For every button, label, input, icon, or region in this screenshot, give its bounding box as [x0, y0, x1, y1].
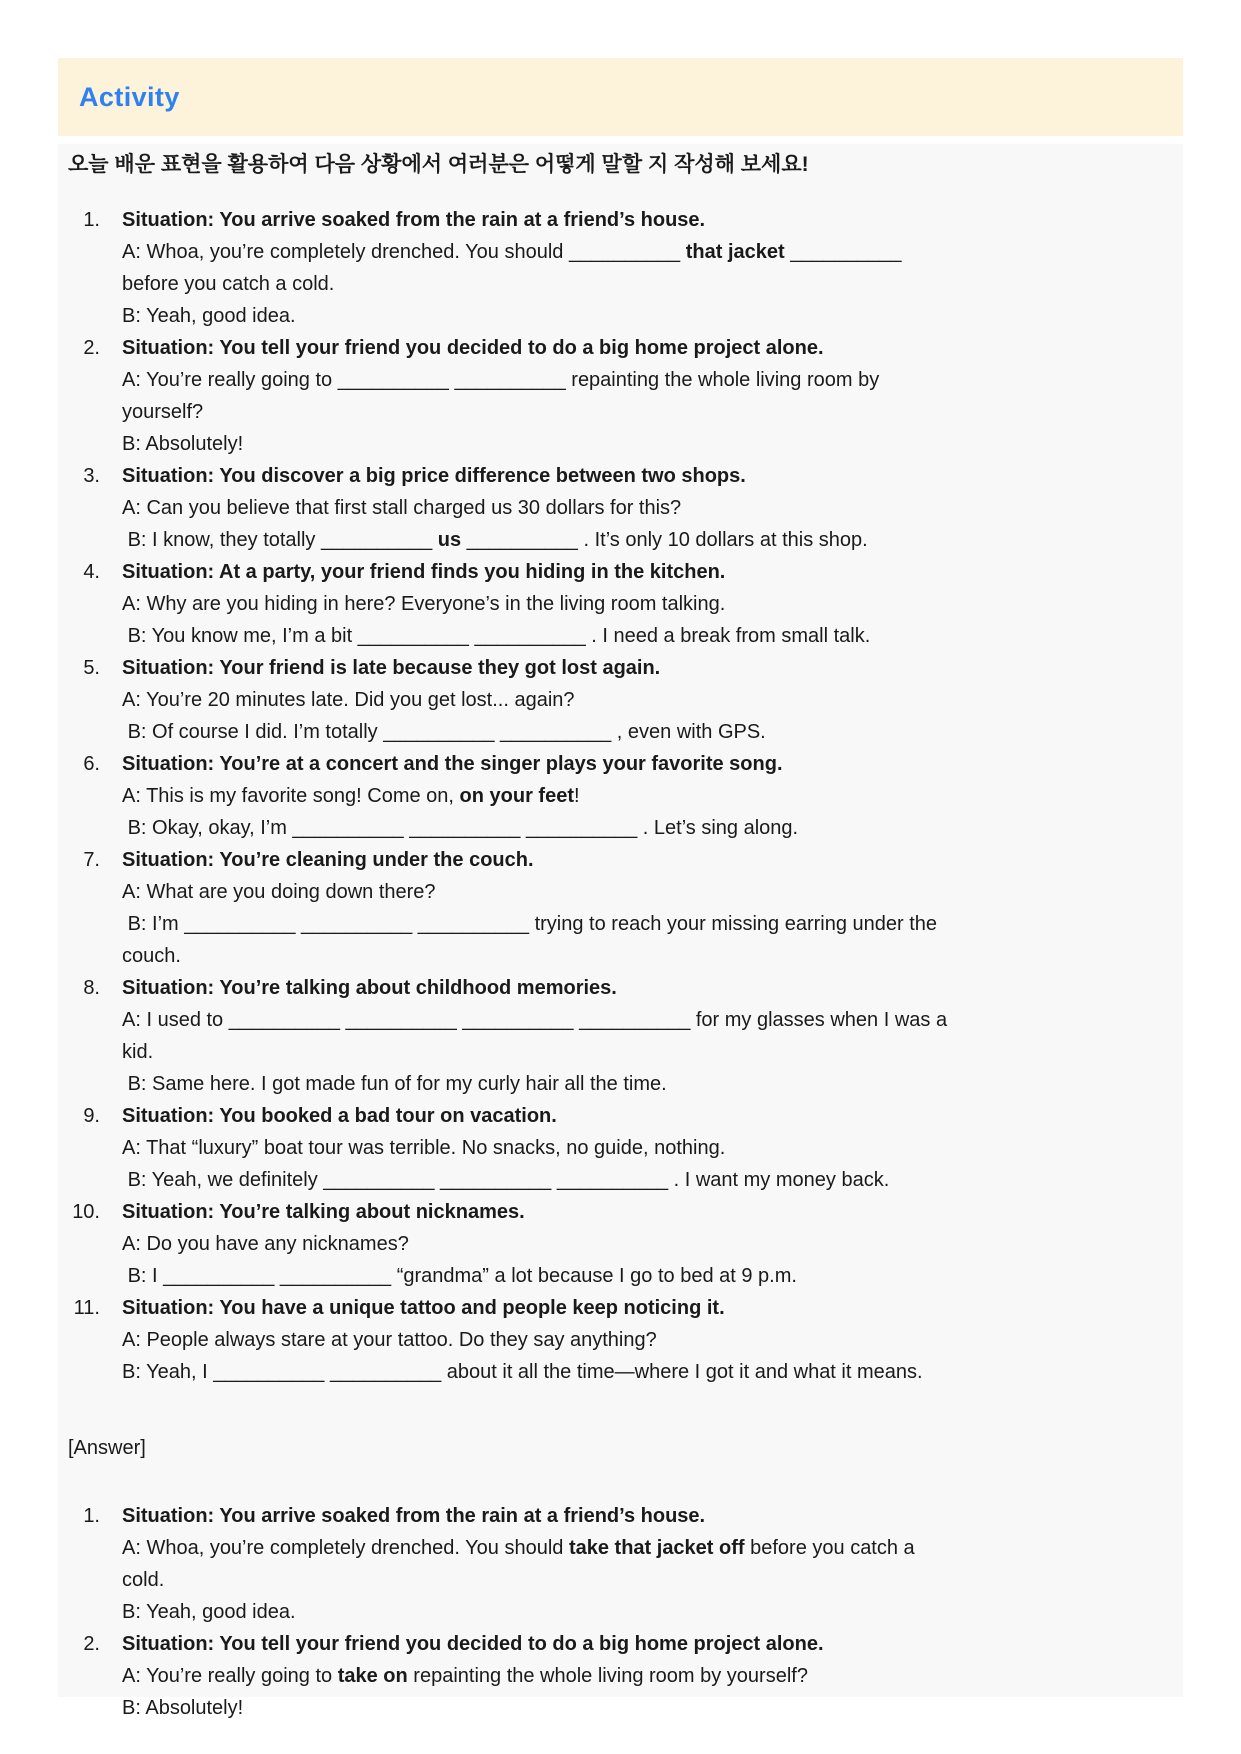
situation-line: Situation: At a party, your friend finds you hiding in the kitchen. [122, 561, 726, 583]
item-number: 2. [83, 1633, 100, 1655]
text-segment: A: You’re really going to [122, 1665, 338, 1687]
activity-header [58, 58, 1183, 136]
item-number: 7. [83, 849, 100, 871]
answer-list [68, 1500, 1163, 1724]
dialogue-line [122, 876, 937, 908]
dialogue-line [122, 236, 901, 268]
item-content [122, 1100, 889, 1196]
question-item [68, 332, 1163, 460]
situation-line: Situation: You’re talking about childhood memories. [122, 977, 617, 999]
dialogue-line [122, 716, 766, 748]
dialogue-line [122, 300, 901, 332]
item-number: 4. [83, 561, 100, 583]
text-segment: A: Can you believe that first stall charged us 30 dollars for this? [122, 497, 682, 519]
dialogue-line [122, 684, 766, 716]
item-content [122, 1500, 915, 1628]
question-item [68, 972, 1163, 1100]
dialogue-line [122, 492, 868, 524]
answer-section-label: [Answer] [68, 1437, 146, 1459]
text-segment: A: People always stare at your tattoo. Do they say anything? [122, 1329, 657, 1351]
text-segment: A: Why are you hiding in here? Everyone’s in the living room talking. [122, 593, 726, 615]
situation-line: Situation: You’re talking about nicknames. [122, 1201, 525, 1223]
text-segment: B: I __________ __________ “grandma” a lot because I go to bed at 9 p.m. [122, 1265, 797, 1287]
dialogue-line [122, 524, 868, 556]
dialogue-line [122, 908, 937, 940]
answer-item [68, 1500, 1163, 1628]
item-content [122, 556, 870, 652]
dialogue-line [122, 268, 901, 300]
text-segment: cold. [122, 1569, 165, 1591]
dialogue-line [122, 364, 879, 396]
question-item [68, 1100, 1163, 1196]
question-item [68, 460, 1163, 556]
text-segment: B: Same here. I got made fun of for my curly hair all the time. [122, 1073, 667, 1095]
text-segment: A: You’re 20 minutes late. Did you get lost... again? [122, 689, 575, 711]
dialogue-line [122, 1132, 889, 1164]
dialogue-line [122, 1564, 915, 1596]
situation-line: Situation: You’re at a concert and the singer plays your favorite song. [122, 753, 783, 775]
item-content [122, 204, 901, 332]
answer-item [68, 1628, 1163, 1724]
text-segment: A: You’re really going to __________ __________ repainting the whole living room by [122, 369, 880, 391]
item-content [122, 332, 879, 460]
dialogue-line [122, 812, 798, 844]
item-content [122, 1196, 797, 1292]
item-number: 2. [83, 337, 100, 359]
text-segment: B: Okay, okay, I’m __________ __________ __________ . Let’s sing along. [122, 817, 799, 839]
dialogue-line [122, 620, 870, 652]
text-segment: B: Yeah, good idea. [122, 305, 296, 327]
content-panel [58, 144, 1183, 1719]
text-segment: A: What are you doing down there? [122, 881, 436, 903]
text-segment: repainting the whole living room by yourself? [407, 1665, 808, 1687]
text-segment: A: That “luxury” boat tour was terrible. No snacks, no guide, nothing. [122, 1137, 726, 1159]
dialogue-line [122, 1004, 947, 1036]
question-item [68, 652, 1163, 748]
text-segment: B: Absolutely! [122, 1697, 244, 1719]
question-list [68, 204, 1163, 1388]
dialogue-line [122, 1068, 947, 1100]
situation-line: Situation: You arrive soaked from the rain at a friend’s house. [122, 1505, 706, 1527]
text-segment: B: You know me, I’m a bit __________ __________ . I need a break from small talk. [122, 625, 871, 647]
text-segment: B: Of course I did. I’m totally __________ __________ , even with GPS. [122, 721, 766, 743]
text-segment: B: Yeah, we definitely __________ __________ __________ . I want my money back. [122, 1169, 890, 1191]
question-item [68, 204, 1163, 332]
question-item [68, 556, 1163, 652]
text-segment: A: This is my favorite song! Come on, [122, 785, 460, 807]
item-content [122, 748, 798, 844]
situation-line: Situation: Your friend is late because they got lost again. [122, 657, 661, 679]
item-number: 1. [83, 1505, 100, 1527]
situation-line: Situation: You discover a big price difference between two shops. [122, 465, 746, 487]
text-segment: before you catch a [744, 1537, 915, 1559]
text-segment: yourself? [122, 401, 204, 423]
text-segment: B: I know, they totally __________ [122, 529, 438, 551]
text-segment: A: I used to __________ __________ __________ __________ for my glasses when I was a [122, 1009, 948, 1031]
dialogue-line [122, 1164, 889, 1196]
item-number: 3. [83, 465, 100, 487]
dialogue-line [122, 1356, 923, 1388]
item-number: 6. [83, 753, 100, 775]
item-number: 8. [83, 977, 100, 999]
bold-text-segment: take that jacket off [568, 1537, 745, 1559]
dialogue-line [122, 1324, 923, 1356]
dialogue-line [122, 940, 937, 972]
text-segment: __________ . It’s only 10 dollars at this shop. [461, 529, 868, 551]
text-segment: B: Yeah, good idea. [122, 1601, 296, 1623]
item-content [122, 460, 868, 556]
situation-line: Situation: You arrive soaked from the rain at a friend’s house. [122, 209, 706, 231]
bold-text-segment: take on [337, 1665, 408, 1687]
dialogue-line [122, 1532, 915, 1564]
dialogue-line [122, 1036, 947, 1068]
dialogue-line [122, 1228, 797, 1260]
bold-text-segment: us [437, 529, 462, 551]
question-item [68, 1196, 1163, 1292]
item-content [122, 1628, 824, 1724]
item-content [122, 1292, 923, 1388]
item-content [122, 844, 937, 972]
question-item [68, 748, 1163, 844]
situation-line: Situation: You booked a bad tour on vacation. [122, 1105, 557, 1127]
item-number: 1. [83, 209, 100, 231]
dialogue-line [122, 1260, 797, 1292]
text-segment: A: Whoa, you’re completely drenched. You should [122, 1537, 569, 1559]
text-segment: B: I’m __________ __________ __________ trying to reach your missing earring under the [122, 913, 938, 935]
text-segment: kid. [122, 1041, 154, 1063]
text-segment: ! [574, 785, 580, 807]
question-item [68, 1292, 1163, 1388]
question-item [68, 844, 1163, 972]
situation-line: Situation: You’re cleaning under the couch. [122, 849, 534, 871]
bold-text-segment: that jacket [685, 241, 785, 263]
text-segment: couch. [122, 945, 181, 967]
instruction-text: 오늘 배운 표현을 활용하여 다음 상황에서 여러분은 어떻게 말할 지 작성해 보세요! [68, 153, 809, 176]
text-segment: B: Yeah, I __________ __________ about it all the time—where I got it and what it means. [122, 1361, 923, 1383]
situation-line: Situation: You have a unique tattoo and people keep noticing it. [122, 1297, 725, 1319]
situation-line: Situation: You tell your friend you decided to do a big home project alone. [122, 337, 824, 359]
text-segment: B: Absolutely! [122, 433, 244, 455]
dialogue-line [122, 1596, 915, 1628]
dialogue-line [122, 428, 879, 460]
item-content [122, 972, 947, 1100]
item-number: 11. [73, 1297, 100, 1319]
text-segment: A: Whoa, you’re completely drenched. You should __________ [122, 241, 686, 263]
item-number: 9. [83, 1105, 100, 1127]
text-segment: before you catch a cold. [122, 273, 335, 295]
text-segment: A: Do you have any nicknames? [122, 1233, 409, 1255]
bold-text-segment: on your feet [459, 785, 574, 807]
dialogue-line [122, 780, 798, 812]
item-content [122, 652, 766, 748]
dialogue-line [122, 588, 870, 620]
text-segment: __________ [784, 241, 902, 263]
dialogue-line [122, 1692, 824, 1724]
activity-title: Activity [79, 81, 180, 112]
situation-line: Situation: You tell your friend you decided to do a big home project alone. [122, 1633, 824, 1655]
dialogue-line [122, 1660, 824, 1692]
dialogue-line [122, 396, 879, 428]
item-number: 10. [72, 1201, 100, 1223]
item-number: 5. [83, 657, 100, 679]
